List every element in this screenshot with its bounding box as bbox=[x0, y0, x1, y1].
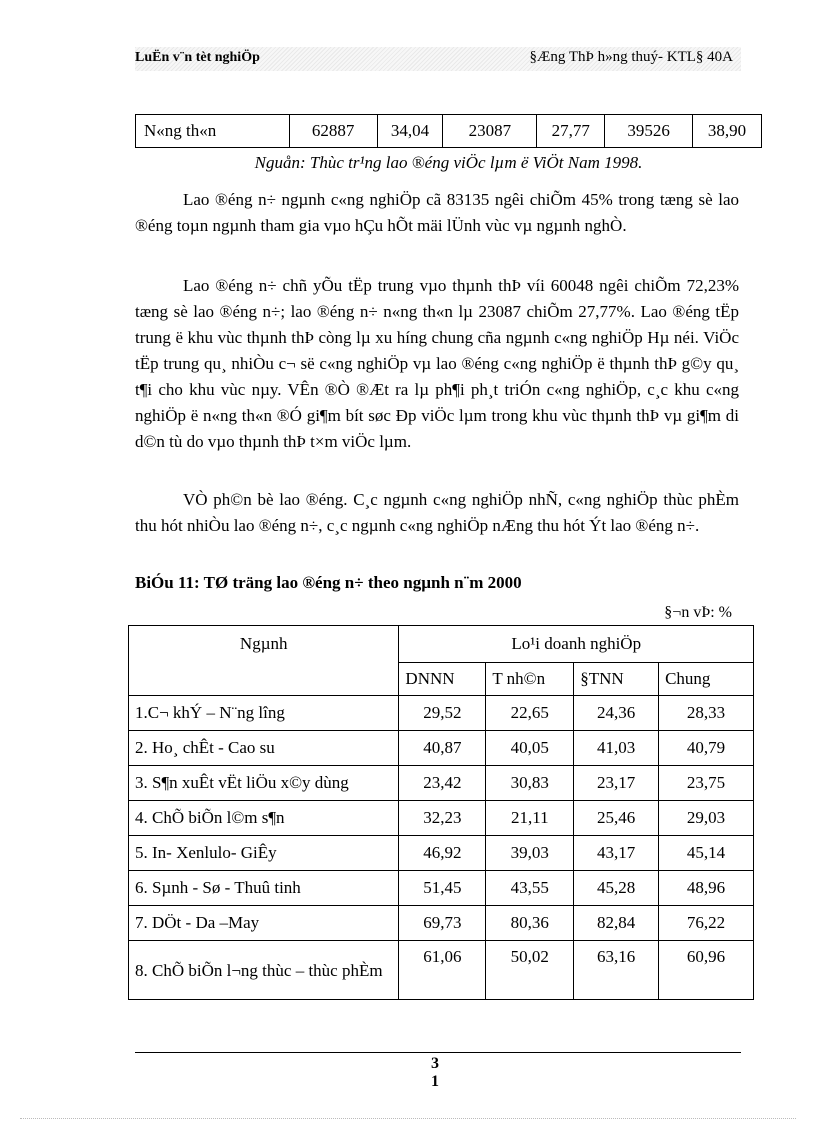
table-cell: 63,16 bbox=[574, 941, 659, 1000]
female-labor-ratio-table bbox=[128, 625, 754, 1000]
table-row bbox=[129, 731, 754, 766]
row-label: 5. In- Xenlulo- GiÊy bbox=[129, 836, 399, 871]
row-label: 7. DÖt - Da –May bbox=[129, 906, 399, 941]
row-label: 4. ChÕ biÕn l©m s¶n bbox=[129, 801, 399, 836]
table-cell: 76,22 bbox=[659, 906, 754, 941]
table-cell: 24,36 bbox=[574, 696, 659, 731]
table-cell: 30,83 bbox=[486, 766, 574, 801]
table-header-row bbox=[129, 626, 754, 663]
row-label: 3. S¶n xuÊt vËt liÖu x©y dùng bbox=[129, 766, 399, 801]
page-header bbox=[135, 47, 741, 71]
table-row bbox=[136, 115, 762, 148]
table-cell: 40,05 bbox=[486, 731, 574, 766]
footer-divider bbox=[135, 1052, 741, 1053]
row-label: 1.C¬ khÝ – N¨ng lîng bbox=[129, 696, 399, 731]
subheader-dnnn: DNNN bbox=[399, 663, 486, 696]
table-cell: 50,02 bbox=[486, 941, 574, 1000]
group-header-enterprise-type: Lo¹i doanh nghiÖp bbox=[399, 626, 754, 663]
table-caption: BiÓu 11: TØ träng lao ®éng n÷ theo ngµnh n¨m 2000 bbox=[135, 573, 522, 592]
table-cell: 80,36 bbox=[486, 906, 574, 941]
table-row bbox=[129, 696, 754, 731]
table-cell: 43,17 bbox=[574, 836, 659, 871]
table-cell: 29,03 bbox=[659, 801, 754, 836]
table-cell: 39,03 bbox=[486, 836, 574, 871]
row-label: 8. ChÕ biÕn l¬ng thùc – thùc phÈm bbox=[129, 941, 399, 1000]
table-cell: 43,55 bbox=[486, 871, 574, 906]
paragraph-2: Lao ®éng n÷ chñ yÕu tËp trung vµo thµnh thÞ víi 60048 ngêi chiÕm 72,23% tæng sè lao ®éng n÷; lao ®éng n÷ n«ng th«n lµ 23087 chiÕm 27,77%. Lao ®éng tËp trung ë khu vùc thµnh thÞ còng lµ xu híng chung cña ngµnh c«ng nghiÖp Hµ néi. ViÖc tËp trung qu¸ nhiÒu c¬ së c«ng nghiÖp vµ lao ®éng c«ng nghiÖp ë thµnh thÞ g©y qu¸ t¶i cho khu vùc nµy. VÊn ®Ò ®Æt ra lµ ph¶i ph¸t triÓn c«ng nghiÖp, c¸c khu c«ng nghiÖp ë n«ng th«n ®Ó gi¶m bít søc Ðp viÖc lµm trong khu vùc thµnh thÞ vµ gi¶m di d©n tù do vµo thµnh thÞ t×m viÖc lµm. bbox=[135, 276, 739, 451]
table-cell: 40,79 bbox=[659, 731, 754, 766]
unit-label: §¬n vÞ: % bbox=[664, 604, 732, 621]
subheader-private: T nh©n bbox=[486, 663, 574, 696]
table-cell: 45,28 bbox=[574, 871, 659, 906]
table-cell: 51,45 bbox=[399, 871, 486, 906]
page-number: 3 bbox=[431, 1055, 439, 1072]
table-cell: N«ng th«n bbox=[136, 115, 290, 148]
table-cell: 27,77 bbox=[537, 115, 605, 148]
continuation-table bbox=[135, 114, 762, 148]
table-cell: 82,84 bbox=[574, 906, 659, 941]
table-cell: 39526 bbox=[605, 115, 693, 148]
table-cell: 69,73 bbox=[399, 906, 486, 941]
table-row bbox=[129, 801, 754, 836]
table-cell: 34,04 bbox=[377, 115, 443, 148]
subheader-fdi: §TNN bbox=[574, 663, 659, 696]
table-cell: 40,87 bbox=[399, 731, 486, 766]
table-cell: 29,52 bbox=[399, 696, 486, 731]
table-cell: 23087 bbox=[443, 115, 537, 148]
table-cell: 22,65 bbox=[486, 696, 574, 731]
table-cell: 41,03 bbox=[574, 731, 659, 766]
table-cell: 38,90 bbox=[693, 115, 762, 148]
table-cell: 23,75 bbox=[659, 766, 754, 801]
row-label: 6. Sµnh - Sø - Thuû tinh bbox=[129, 871, 399, 906]
table-cell: 28,33 bbox=[659, 696, 754, 731]
table-row bbox=[129, 836, 754, 871]
table-row bbox=[129, 766, 754, 801]
table-cell: 61,06 bbox=[399, 941, 486, 1000]
table-cell: 23,17 bbox=[574, 766, 659, 801]
table-cell: 62887 bbox=[289, 115, 377, 148]
subheader-overall: Chung bbox=[659, 663, 754, 696]
paragraph-1: Lao ®éng n÷ ngµnh c«ng nghiÖp cã 83135 ngêi chiÕm 45% trong tæng sè lao ®éng toµn ngµnh tham gia vµo hÇu hÕt mäi lÜnh vùc vµ ngµnh nghÒ. bbox=[135, 190, 739, 235]
table-cell: 48,96 bbox=[659, 871, 754, 906]
column-header-sector: Ngµnh bbox=[129, 626, 399, 696]
paragraph-3: VÒ ph©n bè lao ®éng. C¸c ngµnh c«ng nghiÖp nhÑ, c«ng nghiÖp thùc phÈm thu hót nhiÒu lao ®éng n÷, c¸c ngµnh c«ng nghiÖp nÆng thu hót Ýt lao ®éng n÷. bbox=[135, 490, 739, 535]
table-cell: 46,92 bbox=[399, 836, 486, 871]
header-left-title: LuËn v¨n tèt nghiÖp bbox=[135, 50, 260, 65]
page-bottom-border bbox=[20, 1118, 796, 1119]
table-cell: 32,23 bbox=[399, 801, 486, 836]
table-cell: 21,11 bbox=[486, 801, 574, 836]
table-cell: 25,46 bbox=[574, 801, 659, 836]
table-row bbox=[129, 871, 754, 906]
source-note: Nguån: Thùc tr¹ng lao ®éng viÖc lµm ë ViÖt Nam 1998. bbox=[254, 153, 643, 172]
table-cell: 60,96 bbox=[659, 941, 754, 1000]
table-row bbox=[129, 906, 754, 941]
table-row bbox=[129, 941, 754, 1000]
page-number-secondary: 1 bbox=[431, 1073, 439, 1090]
table-cell: 45,14 bbox=[659, 836, 754, 871]
table-cell: 23,42 bbox=[399, 766, 486, 801]
row-label: 2. Ho¸ chÊt - Cao su bbox=[129, 731, 399, 766]
header-right-author: §Æng ThÞ h»ng thuý- KTL§ 40A bbox=[529, 49, 733, 65]
